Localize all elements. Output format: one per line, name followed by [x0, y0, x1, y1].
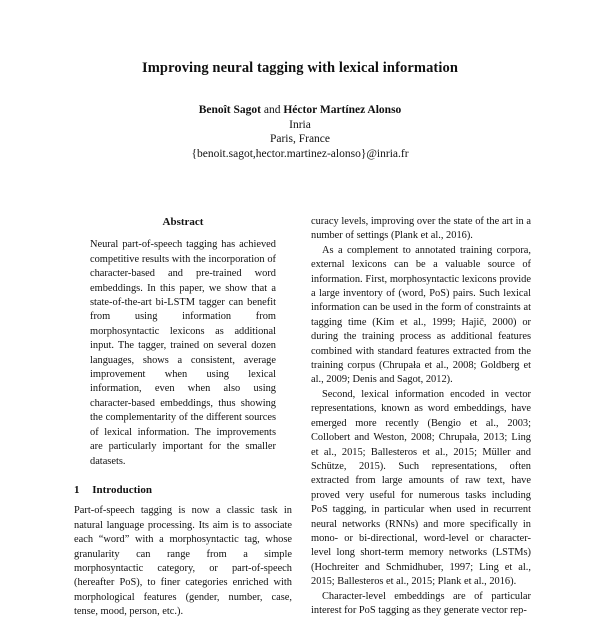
- right-paragraph-3: Character-level embeddings are of particular interest for PoS tagging as they generate vector rep-: [311, 590, 531, 616]
- abstract-heading: Abstract: [162, 216, 204, 228]
- email: {benoit.sagot,hector.martinez-alonso}@inria.fr: [191, 147, 409, 160]
- right-paragraph-0: curacy levels, improving over the state of the art in a number of settings (Plank et al., 2016).: [311, 216, 531, 242]
- affiliation: Inria: [289, 118, 311, 131]
- author-block: [0, 103, 600, 161]
- abstract-text: Neural part-of-speech tagging has achieved competitive results with the incorporation of character-based and pre-trained word embeddings. In this paper, we show that a state-of-the-art bi-LSTM tagger can benefit from using information from morphosyntactic lexicons as additional input. The tagger, trained on several dozen languages, shows a consistent, average improvement when using lexical information, even when also using character-based embeddings, thus showing the complementarity of the different sources of lexical information. The improvements are particularly important for the smaller datasets.: [90, 239, 276, 467]
- author-1: Benoît Sagot: [198, 104, 261, 116]
- location: Paris, France: [269, 133, 331, 146]
- right-paragraph-1: As a complement to annotated training corpora, external lexicons can be a valuable source of information. First, morphosyntactic lexicons provide a large inventory of (word, PoS) pairs. Such lexical information can be used in the form of constraints at tagging time (Kim et al., 1999; Hajič, 2000) or during the training process as additional features combined with standard features extracted from the training corpus (Chrupała et al., 2008; Goldberg et al., 2009; Denis and Sagot, 2012).: [311, 244, 531, 386]
- introduction-paragraph: Part-of-speech tagging is now a classic task in natural language processing. Its aim is to associate each “word” with a morphosyntactic tag, whose granularity can range from a simple morphosyntactic category, or part-of-speech (hereafter PoS), to finer categories enriched with morphological features (gender, number, case, tense, mood, person, etc.).: [74, 505, 292, 618]
- introduction-heading: [74, 483, 292, 497]
- section-number: 1: [74, 483, 80, 496]
- right-column: [311, 215, 531, 618]
- left-column: [74, 215, 292, 620]
- paper-title: Improving neural tagging with lexical information: [142, 60, 458, 76]
- author-names: [0, 103, 600, 118]
- author-conjunction: and: [263, 104, 281, 116]
- section-heading-text: Introduction: [92, 483, 152, 496]
- right-paragraph-2: Second, lexical information encoded in vector representations, known as word embeddings, have emerged more recently (Bengio et al., 2003; Collobert and Weston, 2008; Chrupała, 2013; Ling et al., 2015; Ballesteros et al., 2015; Müller and Schütze, 2015). Such representations, often extracted from large amounts of raw text, have proved very useful for numerous tasks including PoS tagging, in particular when used in recurrent neural networks (RNNs) and more specifically in mono- or bi-directional, word-level or character-level long short-term memory networks (LSTMs) (Hochreiter and Schmidhuber, 1997; Ling et al., 2015; Ballesteros et al., 2015; Plank et al., 2016).: [311, 388, 531, 588]
- author-2: Héctor Martínez Alonso: [283, 104, 402, 116]
